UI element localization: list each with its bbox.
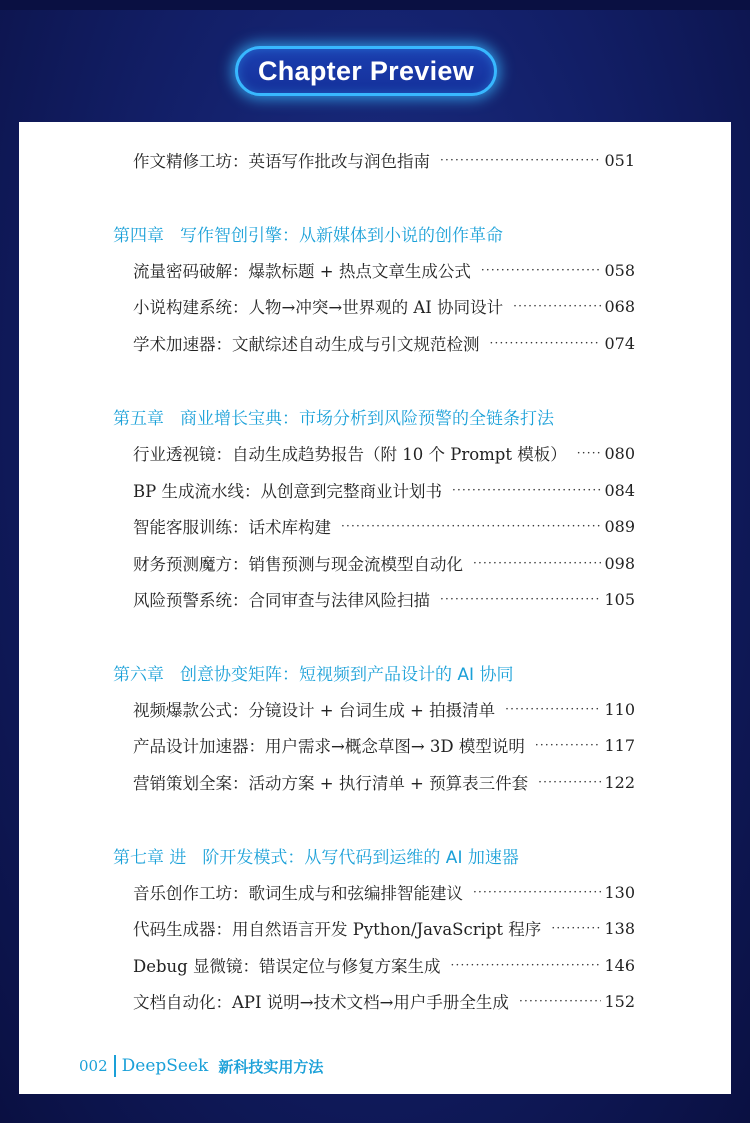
toc-entry-page: 117: [604, 735, 635, 755]
toc-entry[interactable]: [133, 513, 635, 539]
chapter-heading[interactable]: [113, 402, 554, 430]
chapter-number: 第七章 进: [113, 847, 187, 868]
toc-entry-title: 产品设计加速器：用户需求→概念草图→ 3D 模型说明: [133, 737, 525, 756]
chapter-number: 第四章: [113, 225, 164, 246]
toc-entry-page: 074: [604, 333, 635, 353]
footer-page-number: 002: [79, 1057, 108, 1075]
toc-entry-title: 智能客服训练：话术库构建: [133, 518, 331, 537]
dot-leader: [551, 921, 601, 935]
footer-subtitle: 新科技实用方法: [218, 1057, 324, 1076]
toc-entry-title: 文档自动化：API 说明→技术文档→用户手册全生成: [133, 993, 509, 1012]
toc-page: [19, 122, 731, 1094]
dot-leader: [451, 958, 602, 972]
chapter-heading[interactable]: [113, 841, 519, 869]
toc-entry-page: 138: [604, 918, 635, 938]
chapter-title: 商业增长宝典：市场分析到风险预警的全链条打法: [180, 408, 554, 429]
toc-entry-page: 130: [604, 882, 635, 902]
toc-entry-title: 小说构建系统：人物→冲突→世界观的 AI 协同设计: [133, 298, 504, 317]
toc-entry-page: 058: [604, 260, 635, 280]
toc-entry-page: 051: [604, 150, 635, 170]
toc-entry[interactable]: [133, 879, 635, 905]
toc-entry-title: 音乐创作工坊：歌词生成与和弦编排智能建议: [133, 884, 463, 903]
toc-entry[interactable]: [133, 330, 635, 356]
dot-leader: [452, 483, 601, 497]
toc-entry-title: 代码生成器：用自然语言开发 Python/JavaScript 程序: [133, 920, 542, 939]
toc-entry-title: 营销策划全案：活动方案 + 执行清单 + 预算表三件套: [133, 774, 529, 793]
chapter-number: 第五章: [113, 408, 164, 429]
toc-entry[interactable]: [133, 293, 635, 319]
footer-brand: DeepSeek: [121, 1056, 209, 1076]
toc-entry-page: 080: [604, 443, 635, 463]
toc-entry-page: 146: [604, 955, 635, 975]
dot-leader: [513, 299, 601, 313]
toc-entry-page: 152: [604, 991, 635, 1011]
toc-entry-page: 110: [604, 699, 635, 719]
top-band: [0, 0, 750, 10]
toc-entry[interactable]: [133, 769, 635, 795]
dot-leader: [473, 885, 601, 899]
toc-entry[interactable]: [133, 550, 635, 576]
toc-entry[interactable]: [133, 732, 635, 758]
toc-entry[interactable]: [133, 696, 635, 722]
chapter-number: 第六章: [113, 664, 164, 685]
toc-entry-title: 风险预警系统：合同审查与法律风险扫描: [133, 591, 430, 610]
chapter-title: 写作智创引擎：从新媒体到小说的创作革命: [180, 225, 503, 246]
dot-leader: [577, 446, 602, 460]
chapter-heading[interactable]: [113, 658, 513, 686]
chapter-preview-banner: [235, 46, 497, 96]
toc-entry[interactable]: [133, 586, 635, 612]
chapter-heading[interactable]: [113, 219, 503, 247]
footer-divider: [114, 1055, 116, 1077]
chapter-title: 创意协变矩阵：短视频到产品设计的 AI 协同: [180, 664, 514, 685]
dot-leader: [440, 592, 601, 606]
toc-entry-title: 流量密码破解：爆款标题 + 热点文章生成公式: [133, 262, 471, 281]
toc-entry-title: 作文精修工坊：英语写作批改与润色指南: [133, 152, 430, 171]
dot-leader: [490, 336, 602, 350]
toc-entry-page: 098: [604, 553, 635, 573]
toc-entry-title: BP 生成流水线：从创意到完整商业计划书: [133, 482, 442, 501]
chapter-title: 阶开发模式：从写代码到运维的 AI 加速器: [202, 847, 519, 868]
toc-entry-title: 财务预测魔方：销售预测与现金流模型自动化: [133, 555, 463, 574]
toc-entry-page: 122: [604, 772, 635, 792]
toc-entry[interactable]: [133, 440, 635, 466]
dot-leader: [538, 775, 601, 789]
toc-entry-title: 行业透视镜：自动生成趋势报告（附 10 个 Prompt 模板）: [133, 445, 567, 464]
toc-entry-page: 068: [604, 296, 635, 316]
toc-entry[interactable]: [133, 147, 635, 173]
toc-entry-title: 学术加速器：文献综述自动生成与引文规范检测: [133, 335, 480, 354]
toc-entry[interactable]: [133, 988, 635, 1014]
dot-leader: [481, 263, 602, 277]
banner-title: Chapter Preview: [257, 55, 475, 86]
toc-entry-page: 089: [604, 516, 635, 536]
dot-leader: [505, 702, 601, 716]
toc-entry-page: 084: [604, 480, 635, 500]
toc-entry[interactable]: [133, 915, 635, 941]
toc-entry-title: 视频爆款公式：分镜设计 + 台词生成 + 拍摄清单: [133, 701, 496, 720]
toc-entry[interactable]: [133, 257, 635, 283]
dot-leader: [341, 519, 601, 533]
dot-leader: [519, 994, 602, 1008]
toc-entry[interactable]: [133, 952, 635, 978]
dot-leader: [473, 556, 601, 570]
toc-entry[interactable]: [133, 477, 635, 503]
page-footer: [79, 1054, 323, 1078]
dot-leader: [535, 738, 602, 752]
toc-entry-page: 105: [604, 589, 635, 609]
dot-leader: [440, 153, 601, 167]
toc-entry-title: Debug 显微镜：错误定位与修复方案生成: [133, 957, 441, 976]
